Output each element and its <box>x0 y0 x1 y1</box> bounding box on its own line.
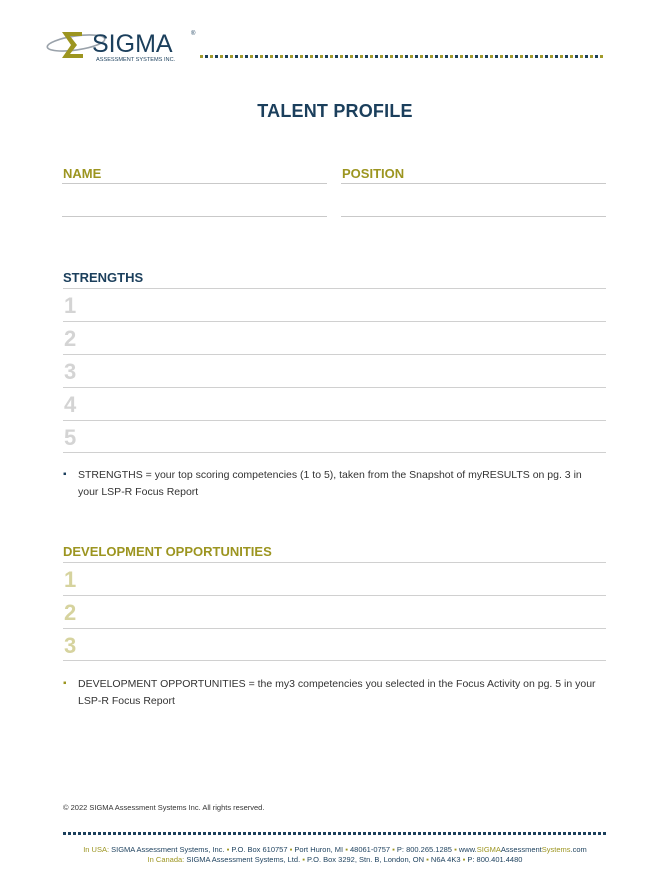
development-number: 1 <box>64 567 77 592</box>
separator-icon: ▪ <box>454 845 457 854</box>
strength-row-5[interactable] <box>63 420 606 453</box>
footer-web-sigma: SIGMA <box>476 845 501 854</box>
footer-web-prefix: www. <box>458 845 477 854</box>
logo-registered-mark: ® <box>191 31 196 37</box>
footer-canada-box: P.O. Box 3292, Stn. B, London, ON <box>307 855 425 864</box>
development-number: 3 <box>64 633 77 658</box>
page-title: TALENT PROFILE <box>257 101 413 121</box>
strengths-note-line-2: your LSP-R Focus Report <box>78 485 199 498</box>
bullet-icon: ▪ <box>63 469 67 480</box>
footer-web-suffix: .com <box>570 845 587 854</box>
footer-usa-line <box>0 845 670 854</box>
footer-usa-city: Port Huron, MI <box>294 845 344 854</box>
copyright-text: © 2022 SIGMA Assessment Systems Inc. All rights reserved. <box>63 803 265 812</box>
strengths-note <box>63 467 608 500</box>
development-title: DEVELOPMENT OPPORTUNITIES <box>63 544 272 559</box>
separator-icon: ▪ <box>226 845 230 854</box>
position-label-underline <box>341 183 606 184</box>
strength-number: 1 <box>64 293 77 318</box>
strengths-list <box>63 288 606 453</box>
separator-icon: ▪ <box>345 845 348 854</box>
sigma-logo-mark <box>46 26 198 64</box>
strength-number: 3 <box>64 359 77 384</box>
separator-icon: ▪ <box>426 855 429 864</box>
development-note-line-2: LSP-R Focus Report <box>78 694 175 707</box>
footer-usa-company: SIGMA Assessment Systems, Inc. <box>111 845 225 854</box>
name-label-underline <box>62 183 327 184</box>
footer-canada-line <box>0 855 670 864</box>
footer-web-systems: Systems <box>541 845 571 854</box>
logo-brand-text: SIGMA <box>92 30 173 58</box>
development-note <box>63 676 608 709</box>
development-number: 2 <box>64 600 77 625</box>
footer-usa-zip: 48061-0757 <box>350 845 391 854</box>
development-row-3[interactable] <box>63 628 606 661</box>
development-note-line-1: DEVELOPMENT OPPORTUNITIES = the my3 competencies you selected in the Focus Activity on pg. 5 in your <box>78 678 596 690</box>
strength-row-4[interactable] <box>63 387 606 420</box>
footer-usa-label: In USA: <box>83 845 110 854</box>
logo-subtitle: ASSESSMENT SYSTEMS INC. <box>96 57 176 63</box>
strength-number: 5 <box>64 425 77 450</box>
bullet-icon: ▪ <box>63 678 67 689</box>
footer-canada-zip: N6A 4K3 <box>430 855 461 864</box>
development-row-2[interactable] <box>63 595 606 628</box>
strength-number: 4 <box>64 392 77 417</box>
development-row-1[interactable] <box>63 562 606 595</box>
name-label: NAME <box>63 166 102 181</box>
footer-dotted-rule <box>63 832 606 835</box>
strength-row-1[interactable] <box>63 288 606 321</box>
footer-canada-label: In Canada: <box>147 855 185 864</box>
strength-number: 2 <box>64 326 77 351</box>
position-label: POSITION <box>342 166 405 181</box>
strengths-note-line-1: STRENGTHS = your top scoring competencies (1 to 5), taken from the Snapshot of myRESULTS on pg. 3 in <box>78 469 582 481</box>
footer-website-link[interactable] <box>459 845 587 854</box>
development-list <box>63 562 606 661</box>
strengths-title: STRENGTHS <box>63 270 144 285</box>
footer-web-assessment: Assessment <box>500 845 542 854</box>
header-dotted-rule <box>200 55 605 58</box>
footer-usa-phone: P: 800.265.1285 <box>396 845 452 854</box>
footer-usa-box: P.O. Box 610757 <box>231 845 288 854</box>
separator-icon: ▪ <box>302 855 305 864</box>
strength-row-3[interactable] <box>63 354 606 387</box>
name-input-line[interactable] <box>62 216 327 217</box>
separator-icon: ▪ <box>462 855 466 864</box>
strength-row-2[interactable] <box>63 321 606 354</box>
separator-icon: ▪ <box>289 845 293 854</box>
footer-canada-phone: P: 800.401.4480 <box>467 855 523 864</box>
footer-canada-company: SIGMA Assessment Systems, Ltd. <box>186 855 301 864</box>
sigma-logo <box>46 26 198 64</box>
separator-icon: ▪ <box>392 845 395 854</box>
position-input-line[interactable] <box>341 216 606 217</box>
